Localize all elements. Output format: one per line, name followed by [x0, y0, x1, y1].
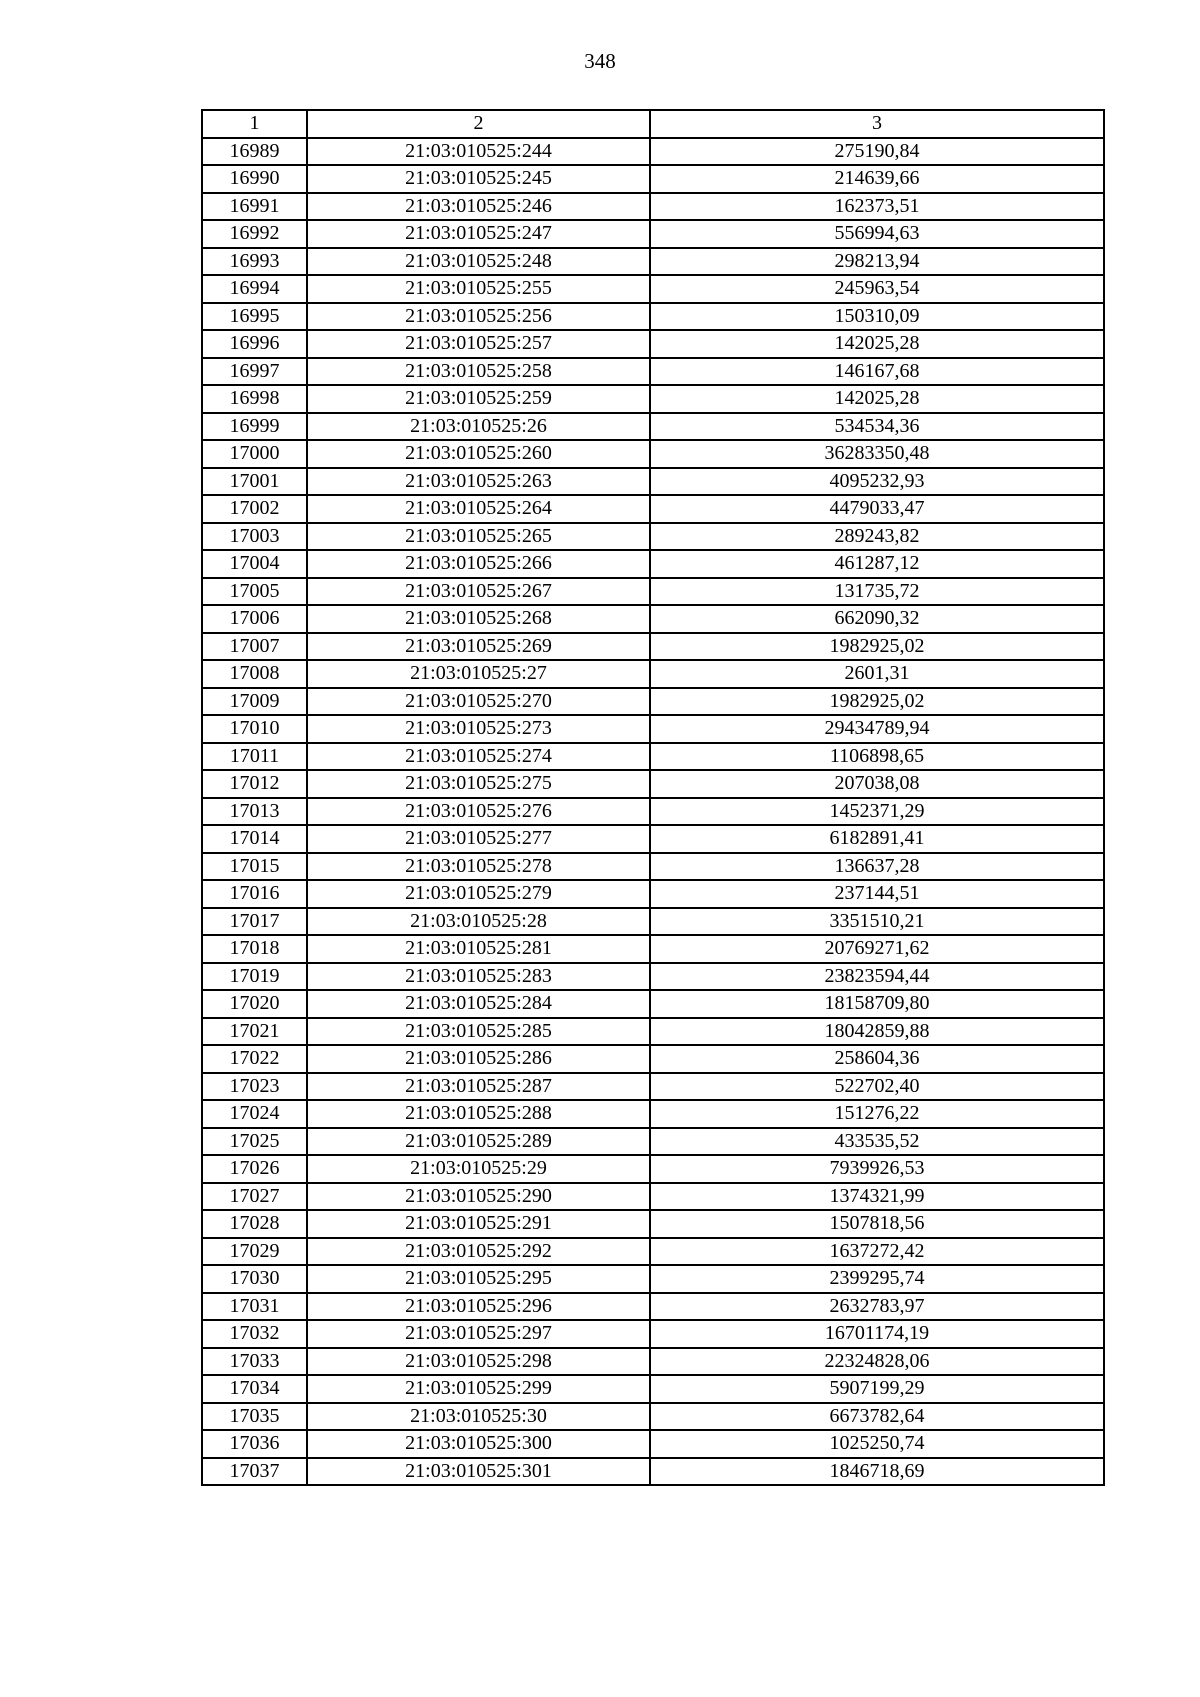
- value-cell: 18158709,80: [650, 990, 1104, 1018]
- row-number-cell: 17009: [202, 688, 307, 716]
- row-number-cell: 16992: [202, 220, 307, 248]
- cadastral-number-cell: 21:03:010525:277: [307, 825, 650, 853]
- row-number-cell: 17026: [202, 1155, 307, 1183]
- row-number-cell: 16997: [202, 358, 307, 386]
- row-number-cell: 17030: [202, 1265, 307, 1293]
- table-row: [202, 990, 1104, 1018]
- row-number-cell: 17010: [202, 715, 307, 743]
- row-number-cell: 17014: [202, 825, 307, 853]
- value-cell: 1507818,56: [650, 1210, 1104, 1238]
- table-row: [202, 825, 1104, 853]
- value-cell: 662090,32: [650, 605, 1104, 633]
- value-cell: 22324828,06: [650, 1348, 1104, 1376]
- table-row: [202, 1238, 1104, 1266]
- value-cell: 1846718,69: [650, 1458, 1104, 1486]
- value-cell: 29434789,94: [650, 715, 1104, 743]
- table-header: [202, 110, 1104, 138]
- value-cell: 289243,82: [650, 523, 1104, 551]
- row-number-cell: 17007: [202, 633, 307, 661]
- cadastral-number-cell: 21:03:010525:255: [307, 275, 650, 303]
- cadastral-number-cell: 21:03:010525:273: [307, 715, 650, 743]
- cadastral-number-cell: 21:03:010525:26: [307, 413, 650, 441]
- table-row: [202, 550, 1104, 578]
- cadastral-number-cell: 21:03:010525:281: [307, 935, 650, 963]
- header-cell-3: 3: [650, 110, 1104, 138]
- table-row: [202, 770, 1104, 798]
- value-cell: 1106898,65: [650, 743, 1104, 771]
- table-row: [202, 220, 1104, 248]
- cadastral-number-cell: 21:03:010525:270: [307, 688, 650, 716]
- value-cell: 1637272,42: [650, 1238, 1104, 1266]
- value-cell: 151276,22: [650, 1100, 1104, 1128]
- row-number-cell: 17024: [202, 1100, 307, 1128]
- value-cell: 162373,51: [650, 193, 1104, 221]
- cadastral-number-cell: 21:03:010525:301: [307, 1458, 650, 1486]
- table-row: [202, 1403, 1104, 1431]
- row-number-cell: 17037: [202, 1458, 307, 1486]
- table-row: [202, 743, 1104, 771]
- table-row: [202, 440, 1104, 468]
- row-number-cell: 17019: [202, 963, 307, 991]
- value-cell: 23823594,44: [650, 963, 1104, 991]
- row-number-cell: 17011: [202, 743, 307, 771]
- value-cell: 20769271,62: [650, 935, 1104, 963]
- cadastral-number-cell: 21:03:010525:297: [307, 1320, 650, 1348]
- row-number-cell: 17025: [202, 1128, 307, 1156]
- table-row: [202, 1320, 1104, 1348]
- row-number-cell: 16999: [202, 413, 307, 441]
- table-row: [202, 1210, 1104, 1238]
- row-number-cell: 17029: [202, 1238, 307, 1266]
- table-row: [202, 303, 1104, 331]
- value-cell: 146167,68: [650, 358, 1104, 386]
- row-number-cell: 17004: [202, 550, 307, 578]
- row-number-cell: 16990: [202, 165, 307, 193]
- cadastral-number-cell: 21:03:010525:279: [307, 880, 650, 908]
- row-number-cell: 17032: [202, 1320, 307, 1348]
- cadastral-number-cell: 21:03:010525:283: [307, 963, 650, 991]
- cadastral-number-cell: 21:03:010525:256: [307, 303, 650, 331]
- value-cell: 16701174,19: [650, 1320, 1104, 1348]
- cadastral-number-cell: 21:03:010525:248: [307, 248, 650, 276]
- cadastral-number-cell: 21:03:010525:295: [307, 1265, 650, 1293]
- table-row: [202, 1073, 1104, 1101]
- table-row: [202, 715, 1104, 743]
- data-table: [201, 109, 1105, 1486]
- cadastral-number-cell: 21:03:010525:263: [307, 468, 650, 496]
- value-cell: 1452371,29: [650, 798, 1104, 826]
- row-number-cell: 17021: [202, 1018, 307, 1046]
- row-number-cell: 16998: [202, 385, 307, 413]
- table-row: [202, 1458, 1104, 1486]
- value-cell: 258604,36: [650, 1045, 1104, 1073]
- value-cell: 2632783,97: [650, 1293, 1104, 1321]
- cadastral-number-cell: 21:03:010525:266: [307, 550, 650, 578]
- cadastral-number-cell: 21:03:010525:275: [307, 770, 650, 798]
- table-row: [202, 1128, 1104, 1156]
- cadastral-number-cell: 21:03:010525:286: [307, 1045, 650, 1073]
- table-row: [202, 413, 1104, 441]
- value-cell: 4479033,47: [650, 495, 1104, 523]
- cadastral-number-cell: 21:03:010525:274: [307, 743, 650, 771]
- row-number-cell: 17036: [202, 1430, 307, 1458]
- value-cell: 237144,51: [650, 880, 1104, 908]
- row-number-cell: 17022: [202, 1045, 307, 1073]
- value-cell: 534534,36: [650, 413, 1104, 441]
- cadastral-number-cell: 21:03:010525:29: [307, 1155, 650, 1183]
- table-row: [202, 495, 1104, 523]
- cadastral-number-cell: 21:03:010525:288: [307, 1100, 650, 1128]
- page-number: 348: [584, 49, 616, 73]
- table-row: [202, 138, 1104, 166]
- table-row: [202, 275, 1104, 303]
- value-cell: 1374321,99: [650, 1183, 1104, 1211]
- table-row: [202, 880, 1104, 908]
- value-cell: 1982925,02: [650, 633, 1104, 661]
- table-body: [202, 138, 1104, 1486]
- cadastral-number-cell: 21:03:010525:289: [307, 1128, 650, 1156]
- value-cell: 556994,63: [650, 220, 1104, 248]
- header-cell-1: 1: [202, 110, 307, 138]
- value-cell: 275190,84: [650, 138, 1104, 166]
- table-row: [202, 193, 1104, 221]
- value-cell: 18042859,88: [650, 1018, 1104, 1046]
- row-number-cell: 17028: [202, 1210, 307, 1238]
- row-number-cell: 17000: [202, 440, 307, 468]
- table-row: [202, 935, 1104, 963]
- table-row: [202, 853, 1104, 881]
- table-row: [202, 1183, 1104, 1211]
- value-cell: 1982925,02: [650, 688, 1104, 716]
- table-row: [202, 688, 1104, 716]
- table-row: [202, 963, 1104, 991]
- cadastral-number-cell: 21:03:010525:285: [307, 1018, 650, 1046]
- cadastral-number-cell: 21:03:010525:292: [307, 1238, 650, 1266]
- row-number-cell: 17006: [202, 605, 307, 633]
- cadastral-number-cell: 21:03:010525:264: [307, 495, 650, 523]
- table-row: [202, 1100, 1104, 1128]
- row-number-cell: 16993: [202, 248, 307, 276]
- cadastral-number-cell: 21:03:010525:28: [307, 908, 650, 936]
- cadastral-number-cell: 21:03:010525:291: [307, 1210, 650, 1238]
- table-row: [202, 165, 1104, 193]
- table-row: [202, 1018, 1104, 1046]
- value-cell: 131735,72: [650, 578, 1104, 606]
- row-number-cell: 17033: [202, 1348, 307, 1376]
- table-row: [202, 578, 1104, 606]
- cadastral-number-cell: 21:03:010525:265: [307, 523, 650, 551]
- value-cell: 298213,94: [650, 248, 1104, 276]
- cadastral-number-cell: 21:03:010525:278: [307, 853, 650, 881]
- cadastral-number-cell: 21:03:010525:296: [307, 1293, 650, 1321]
- table-row: [202, 908, 1104, 936]
- row-number-cell: 16995: [202, 303, 307, 331]
- table-row: [202, 633, 1104, 661]
- table-row: [202, 798, 1104, 826]
- cadastral-number-cell: 21:03:010525:267: [307, 578, 650, 606]
- row-number-cell: 16991: [202, 193, 307, 221]
- value-cell: 150310,09: [650, 303, 1104, 331]
- table-row: [202, 1430, 1104, 1458]
- value-cell: 136637,28: [650, 853, 1104, 881]
- row-number-cell: 17020: [202, 990, 307, 1018]
- row-number-cell: 17002: [202, 495, 307, 523]
- value-cell: 522702,40: [650, 1073, 1104, 1101]
- row-number-cell: 17008: [202, 660, 307, 688]
- table-row: [202, 1155, 1104, 1183]
- cadastral-number-cell: 21:03:010525:298: [307, 1348, 650, 1376]
- table-row: [202, 1375, 1104, 1403]
- value-cell: 2601,31: [650, 660, 1104, 688]
- table-row: [202, 358, 1104, 386]
- row-number-cell: 17012: [202, 770, 307, 798]
- row-number-cell: 16994: [202, 275, 307, 303]
- value-cell: 2399295,74: [650, 1265, 1104, 1293]
- row-number-cell: 17013: [202, 798, 307, 826]
- table-row: [202, 605, 1104, 633]
- cadastral-number-cell: 21:03:010525:287: [307, 1073, 650, 1101]
- cadastral-number-cell: 21:03:010525:299: [307, 1375, 650, 1403]
- table-row: [202, 1265, 1104, 1293]
- value-cell: 6182891,41: [650, 825, 1104, 853]
- row-number-cell: 16996: [202, 330, 307, 358]
- header-cell-2: 2: [307, 110, 650, 138]
- row-number-cell: 17016: [202, 880, 307, 908]
- row-number-cell: 17015: [202, 853, 307, 881]
- cadastral-number-cell: 21:03:010525:246: [307, 193, 650, 221]
- value-cell: 6673782,64: [650, 1403, 1104, 1431]
- cadastral-number-cell: 21:03:010525:247: [307, 220, 650, 248]
- value-cell: 207038,08: [650, 770, 1104, 798]
- value-cell: 245963,54: [650, 275, 1104, 303]
- row-number-cell: 17023: [202, 1073, 307, 1101]
- cadastral-number-cell: 21:03:010525:284: [307, 990, 650, 1018]
- cadastral-number-cell: 21:03:010525:259: [307, 385, 650, 413]
- header-row: [202, 110, 1104, 138]
- table-row: [202, 523, 1104, 551]
- cadastral-number-cell: 21:03:010525:268: [307, 605, 650, 633]
- row-number-cell: 17001: [202, 468, 307, 496]
- value-cell: 433535,52: [650, 1128, 1104, 1156]
- value-cell: 5907199,29: [650, 1375, 1104, 1403]
- value-cell: 142025,28: [650, 385, 1104, 413]
- table-row: [202, 1293, 1104, 1321]
- cadastral-number-cell: 21:03:010525:276: [307, 798, 650, 826]
- table-row: [202, 468, 1104, 496]
- table-row: [202, 248, 1104, 276]
- cadastral-number-cell: 21:03:010525:258: [307, 358, 650, 386]
- cadastral-number-cell: 21:03:010525:260: [307, 440, 650, 468]
- cadastral-number-cell: 21:03:010525:244: [307, 138, 650, 166]
- value-cell: 36283350,48: [650, 440, 1104, 468]
- cadastral-number-cell: 21:03:010525:27: [307, 660, 650, 688]
- value-cell: 461287,12: [650, 550, 1104, 578]
- row-number-cell: 17034: [202, 1375, 307, 1403]
- value-cell: 3351510,21: [650, 908, 1104, 936]
- row-number-cell: 17027: [202, 1183, 307, 1211]
- value-cell: 214639,66: [650, 165, 1104, 193]
- row-number-cell: 17003: [202, 523, 307, 551]
- cadastral-number-cell: 21:03:010525:30: [307, 1403, 650, 1431]
- value-cell: 1025250,74: [650, 1430, 1104, 1458]
- cadastral-number-cell: 21:03:010525:245: [307, 165, 650, 193]
- value-cell: 4095232,93: [650, 468, 1104, 496]
- table-row: [202, 385, 1104, 413]
- row-number-cell: 17018: [202, 935, 307, 963]
- cadastral-number-cell: 21:03:010525:300: [307, 1430, 650, 1458]
- row-number-cell: 17035: [202, 1403, 307, 1431]
- table-row: [202, 1045, 1104, 1073]
- row-number-cell: 17005: [202, 578, 307, 606]
- cadastral-number-cell: 21:03:010525:290: [307, 1183, 650, 1211]
- row-number-cell: 16989: [202, 138, 307, 166]
- row-number-cell: 17017: [202, 908, 307, 936]
- table-row: [202, 330, 1104, 358]
- table-row: [202, 660, 1104, 688]
- value-cell: 7939926,53: [650, 1155, 1104, 1183]
- row-number-cell: 17031: [202, 1293, 307, 1321]
- cadastral-number-cell: 21:03:010525:269: [307, 633, 650, 661]
- cadastral-number-cell: 21:03:010525:257: [307, 330, 650, 358]
- value-cell: 142025,28: [650, 330, 1104, 358]
- table-row: [202, 1348, 1104, 1376]
